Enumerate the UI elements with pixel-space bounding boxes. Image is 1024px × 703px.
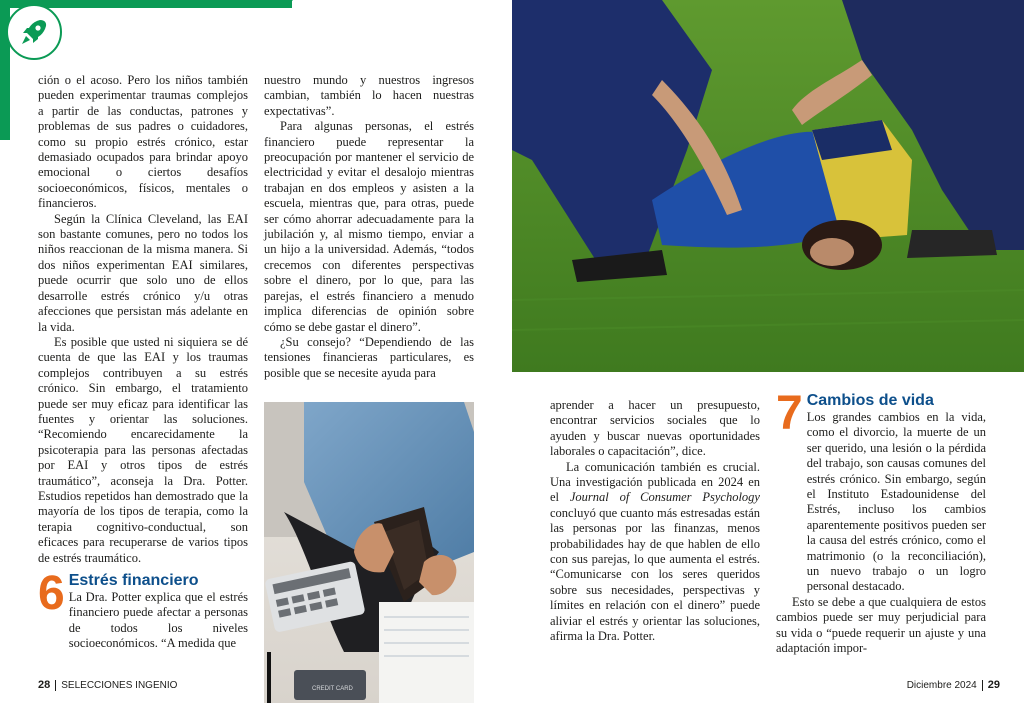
section-title: Cambios de vida <box>806 392 934 409</box>
folio-divider <box>55 680 56 691</box>
paragraph: Es posible que usted ni siquiera se dé cuenta de que las EAI y los traumas complejos contribuyen a su estrés crónico. Sin embargo, el tratamiento puede ser muy eficaz para identificar las fuentes y orientar las soluciones. “Recomiendo encarecidamente la psicoterapia para las personas afectadas por EAI y otros tipos de estrés traumático”, aconseja la Dra. Potter. Estudios repetidos han demostrado que la mayoría de los tipos de terapia, como la terapia cognitivo-conductual, son eficaces para recuperarse de varios tipos de estrés traumático. <box>38 334 248 565</box>
text-run: La comunicación también es crucial. Una investigación publicada en 2024 en el <box>550 459 760 505</box>
text-run: concluyó que cuanto más estresadas están las personas por las finanzas, menos probabilidades hay de que hablen de ello con sus parejas, lo que aumenta el estrés. “Comunicarse con los seres queridos sobre sus necesidades, perspectivas y límites en relación con el dinero” puede aliviar el estrés y orientar las soluciones, afirma la Dra. Potter. <box>550 505 760 644</box>
paragraph <box>550 460 760 645</box>
right-page <box>512 0 1024 703</box>
right-column-1 <box>550 398 760 645</box>
section-heading-6 <box>38 567 248 652</box>
journal-title: Journal of Consumer Psychology <box>569 490 760 505</box>
wallet-photo <box>264 402 474 703</box>
magazine-name: SELECCIONES INGENIO <box>61 679 178 691</box>
left-folio <box>38 679 177 691</box>
rocket-icon <box>18 16 50 48</box>
issue-date: Diciembre 2024 <box>906 679 977 691</box>
paragraph: ción o el acoso. Pero los niños también pueden experimentar traumas complejos a partir de las conductas, patrones y problemas de sus padres o cuidadores, como su propio estrés crónico, estar demasiado ocupados para brindar apoyo emocional o ciertos desafíos socioeconómicos, físicos, mentales o financieros. <box>38 73 248 211</box>
soccer-injury-photo <box>512 0 1024 372</box>
paragraph: Los grandes cambios en la vida, como el divorcio, la muerte de un ser querido, una lesión o la pérdida del trabajo, son causas comunes del estrés crónico. Sin embargo, según el Instituto Estadounidense del Estrés, incluso los cambios aparentemente positivos pueden ser la causa del estrés crónico, como el matrimonio (o la reconciliación), un nuevo trabajo o un logro personal destacado. <box>806 410 986 594</box>
left-column-1 <box>38 73 248 652</box>
right-folio <box>907 679 1000 691</box>
green-top-bar-tip <box>285 0 293 8</box>
section-number: 6 <box>38 567 65 620</box>
section-heading-7 <box>776 387 986 595</box>
credit-card-label: CREDIT CARD <box>312 686 353 692</box>
page-number: 29 <box>987 679 1000 691</box>
page-number: 28 <box>38 679 51 691</box>
paragraph: Para algunas personas, el estrés financiero puede representar la preocupación por mantener el servicio de electricidad y evitar el desalojo mientras trabajan en dos empleos y asisten a la escuela, mientras que, para otras, puede ser cómo ahorrar adecuadamente para la jubilación y, al mismo tiempo, enviar a un hijo a la universidad. Además, “todos crecemos con diferentes perspectivas sobre el dinero, por lo que, para las parejas, el estrés financiero a menudo implica diferencias de opinión sobre cómo se debe gastar el dinero”. <box>264 119 474 334</box>
left-column-2 <box>264 73 474 381</box>
paragraph: Según la Clínica Cleveland, las EAI son bastante comunes, pero no todos los niños reaccionan de la misma manera. Si dos niños experimentan EAI similares, puede ocurrir que solo uno de ellos desarrolle estrés crónico y/u otras afecciones que persistan más adelante en la vida. <box>38 211 248 334</box>
folio-divider <box>982 680 983 691</box>
rocket-badge <box>6 4 62 60</box>
paragraph: ¿Su consejo? “Dependiendo de las tensiones financieras particulares, es posible que se necesite ayuda para <box>264 334 474 380</box>
paragraph: nuestro mundo y nuestros ingresos cambian, también lo hacen nuestras expectativas”. <box>264 73 474 118</box>
paragraph: aprender a hacer un presupuesto, encontrar servicios sociales que lo ayuden y buscar nuevas oportunidades laborales o capacitación”, dice. <box>550 398 760 459</box>
section-number: 7 <box>776 387 803 440</box>
section-title: Estrés financiero <box>68 572 199 589</box>
paragraph: La Dra. Potter explica que el estrés financiero puede afectar a personas de todos los niveles socioeconómicos. “A medida que <box>68 590 248 651</box>
right-column-2 <box>776 387 986 657</box>
paragraph: Esto se debe a que cualquiera de estos cambios puede ser muy perjudicial para su vida o “puede requerir un ajuste y una adaptación impor- <box>776 594 986 656</box>
